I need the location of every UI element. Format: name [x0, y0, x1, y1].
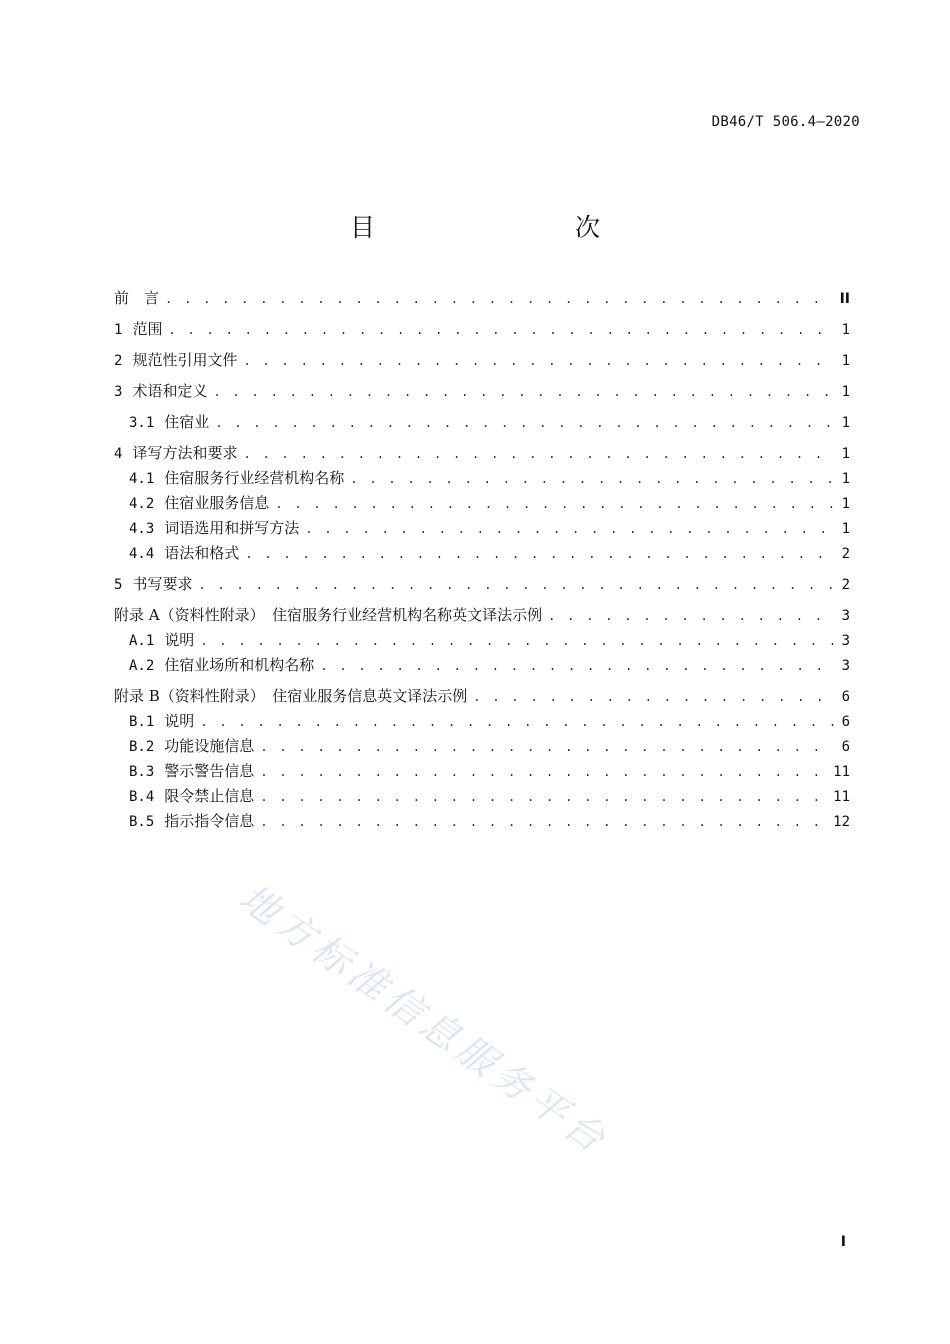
toc-entry-label: 警示警告信息 — [164, 762, 255, 780]
toc-leader-dots — [243, 442, 834, 467]
toc-entry-number: 4.2 — [129, 496, 155, 512]
toc-entry[interactable] — [114, 684, 850, 709]
toc-entry-page: 1 — [841, 521, 850, 537]
toc-entry-page: 11 — [833, 789, 850, 805]
toc-entry-page: 6 — [841, 739, 850, 755]
toc-leader-dots — [215, 411, 834, 436]
toc-entry-label: 书写要求 — [132, 575, 193, 593]
toc-entry[interactable] — [114, 541, 850, 566]
toc-entry-label: 前 言 — [114, 289, 160, 307]
toc-entry-label: 说明 — [164, 712, 195, 730]
toc-entry-label: 语法和格式 — [164, 544, 240, 562]
toc-entry[interactable] — [114, 809, 850, 834]
toc-entry[interactable] — [114, 759, 850, 784]
toc-entry-label: 住宿服务行业经营机构名称 — [164, 469, 345, 487]
toc-entry-label: 术语和定义 — [132, 382, 208, 400]
table-of-contents — [114, 286, 850, 834]
toc-entry[interactable] — [114, 410, 850, 435]
toc-entry[interactable] — [114, 709, 850, 734]
toc-entry-page: 12 — [833, 814, 850, 830]
toc-entry-number: 2 — [114, 353, 123, 369]
toc-entry-number: B.2 — [129, 739, 155, 755]
toc-entry-number: 4.1 — [129, 471, 155, 487]
toc-leader-dots — [200, 629, 834, 654]
toc-entry[interactable] — [114, 603, 850, 628]
toc-entry-page: 11 — [833, 764, 850, 780]
toc-entry-label: 住宿业服务信息 — [164, 494, 270, 512]
toc-leader-dots — [350, 467, 834, 492]
toc-entry-label: 附录 B（资料性附录） 住宿业服务信息英文译法示例 — [114, 687, 468, 705]
toc-entry-page: 1 — [841, 322, 850, 338]
toc-leader-dots — [320, 654, 834, 679]
toc-entry-number: B.3 — [129, 764, 155, 780]
toc-entry-page: 1 — [841, 384, 850, 400]
toc-entry-label: 译写方法和要求 — [132, 444, 238, 462]
watermark: 地方标准信息服务平台 — [231, 875, 618, 1164]
toc-leader-dots — [168, 318, 834, 343]
toc-entry-number: B.1 — [129, 714, 155, 730]
toc-entry-page: 1 — [841, 446, 850, 462]
toc-leader-dots — [165, 287, 834, 312]
toc-entry-number: 1 — [114, 322, 123, 338]
toc-entry-page: 1 — [841, 496, 850, 512]
toc-entry-label: 附录 A（资料性附录） 住宿服务行业经营机构名称英文译法示例 — [114, 606, 543, 624]
toc-leader-dots — [275, 492, 834, 517]
toc-entry[interactable] — [114, 441, 850, 466]
toc-entry[interactable] — [114, 348, 850, 373]
toc-entry-page: 6 — [841, 714, 850, 730]
toc-entry-page: 2 — [841, 546, 850, 562]
toc-entry[interactable] — [114, 784, 850, 809]
footer-page-number: I — [840, 1234, 846, 1250]
toc-entry[interactable] — [114, 628, 850, 653]
toc-leader-dots — [198, 573, 834, 598]
toc-entry-page: 1 — [841, 471, 850, 487]
toc-leader-dots — [213, 380, 834, 405]
toc-entry-label: 限令禁止信息 — [164, 787, 255, 805]
toc-leader-dots — [200, 710, 834, 735]
toc-entry[interactable] — [114, 516, 850, 541]
toc-entry-number: B.4 — [129, 789, 155, 805]
toc-entry-label: 住宿业 — [164, 413, 210, 431]
toc-entry-page: 6 — [841, 689, 850, 705]
toc-entry-number: A.1 — [129, 633, 155, 649]
toc-leader-dots — [260, 785, 827, 810]
toc-entry-page: 1 — [841, 353, 850, 369]
toc-entry-page: 3 — [841, 633, 850, 649]
toc-entry-page: 3 — [841, 608, 850, 624]
toc-entry-page: 2 — [841, 577, 850, 593]
toc-entry[interactable] — [114, 466, 850, 491]
toc-entry-number: 4.4 — [129, 546, 155, 562]
toc-entry-label: 范围 — [132, 320, 163, 338]
toc-entry-number: A.2 — [129, 658, 155, 674]
toc-leader-dots — [243, 349, 834, 374]
toc-leader-dots — [260, 735, 834, 760]
toc-entry-label: 住宿业场所和机构名称 — [164, 656, 315, 674]
toc-entry-number: 3 — [114, 384, 123, 400]
toc-entry-label: 规范性引用文件 — [132, 351, 238, 369]
toc-leader-dots — [260, 760, 827, 785]
toc-entry-number: 4.3 — [129, 521, 155, 537]
toc-entry[interactable] — [114, 491, 850, 516]
toc-entry-label: 指示指令信息 — [164, 812, 255, 830]
toc-leader-dots — [245, 542, 834, 567]
toc-entry-label: 词语选用和拼写方法 — [164, 519, 300, 537]
toc-entry[interactable] — [114, 653, 850, 678]
toc-leader-dots — [260, 810, 827, 835]
toc-entry[interactable] — [114, 286, 850, 311]
toc-entry-page: 1 — [841, 415, 850, 431]
toc-entry-number: 5 — [114, 577, 123, 593]
toc-entry-number: B.5 — [129, 814, 155, 830]
toc-entry-number: 4 — [114, 446, 123, 462]
toc-entry-page: II — [839, 291, 850, 307]
toc-entry[interactable] — [114, 572, 850, 597]
page-title: 目 次 — [349, 213, 650, 242]
toc-entry[interactable] — [114, 317, 850, 342]
toc-entry-label: 功能设施信息 — [164, 737, 255, 755]
toc-entry-number: 3.1 — [129, 415, 155, 431]
toc-entry[interactable] — [114, 379, 850, 404]
toc-leader-dots — [473, 685, 834, 710]
toc-leader-dots — [305, 517, 834, 542]
toc-leader-dots — [548, 604, 834, 629]
toc-entry[interactable] — [114, 734, 850, 759]
toc-entry-page: 3 — [841, 658, 850, 674]
document-code: DB46/T 506.4—2020 — [711, 114, 860, 130]
toc-entry-label: 说明 — [164, 631, 195, 649]
